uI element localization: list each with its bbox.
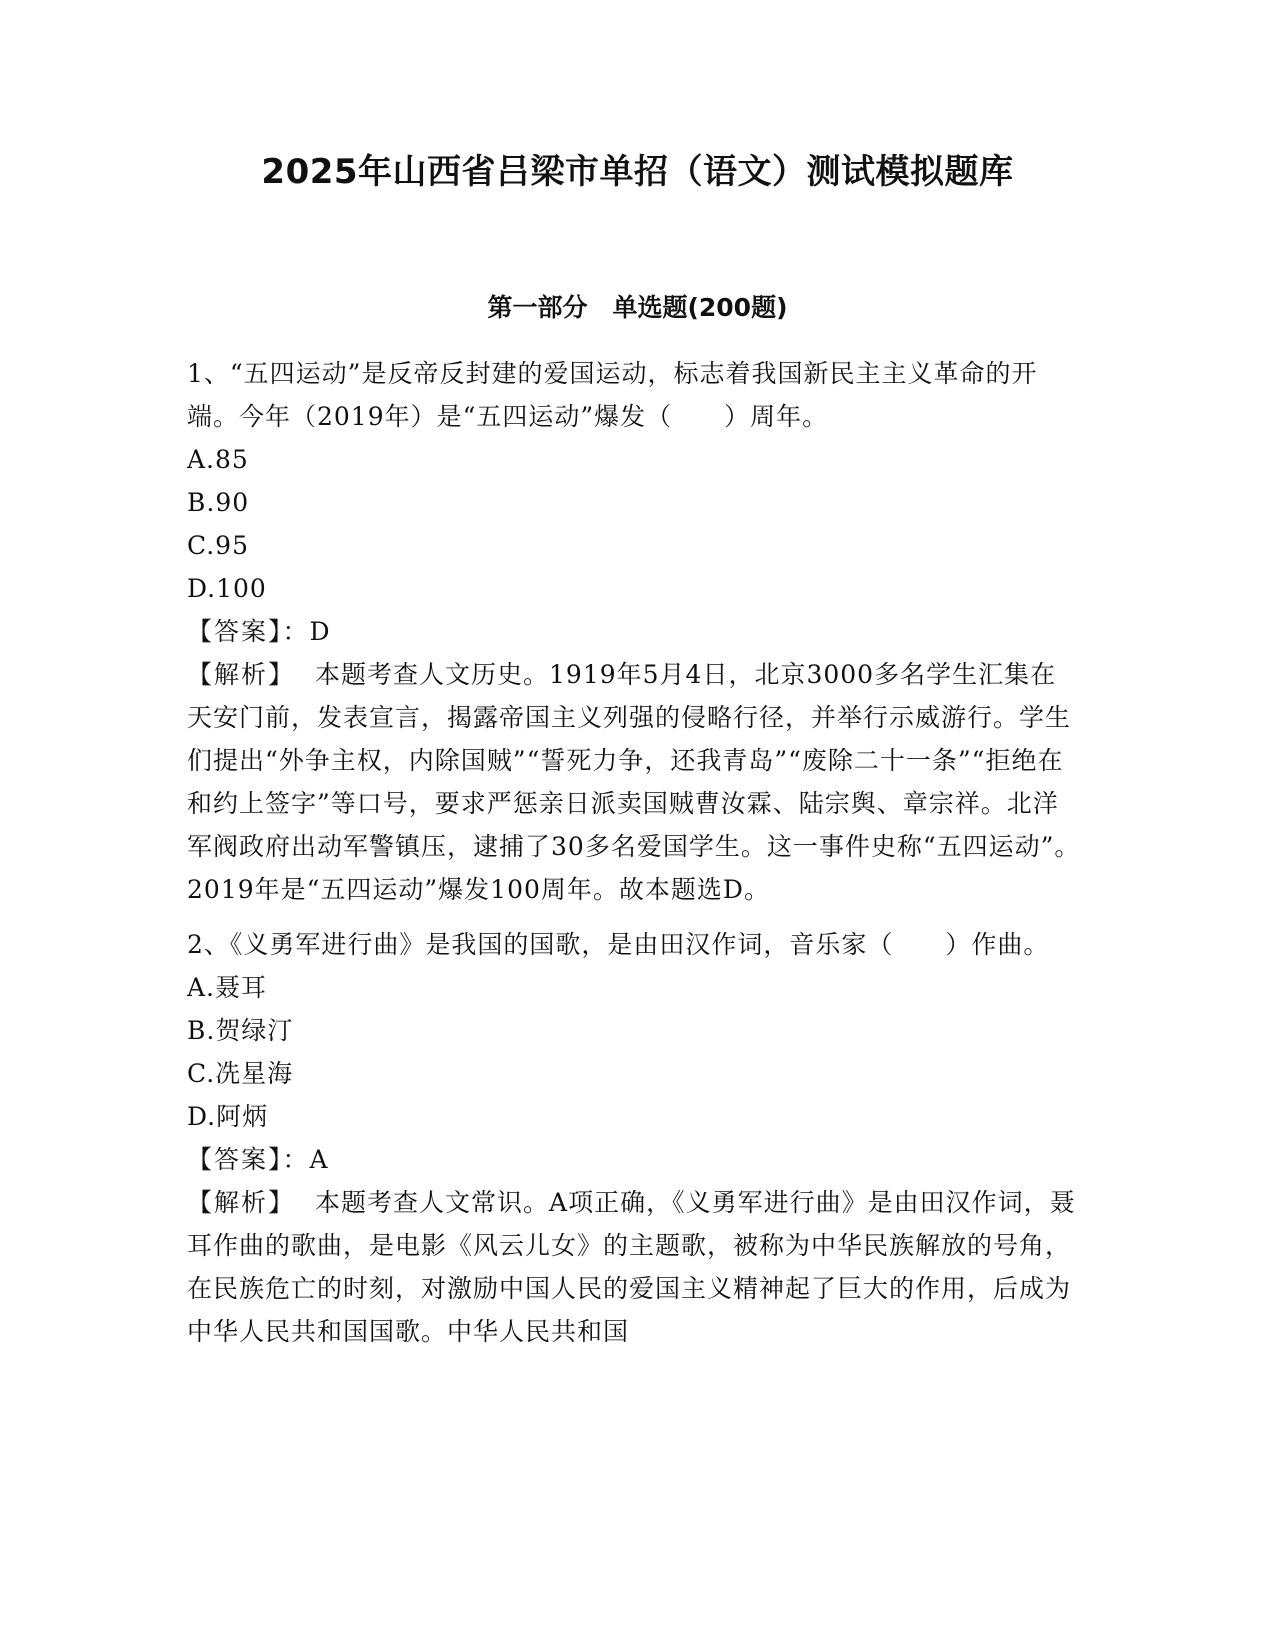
document-title: 2025年山西省吕梁市单招（语文）测试模拟题库 bbox=[261, 152, 1014, 192]
analysis-label: 【解析】 bbox=[187, 660, 296, 689]
question-option: C.冼星海 bbox=[187, 1059, 294, 1088]
answer-label: 【答案】： bbox=[187, 1145, 310, 1174]
question-option: A.85 bbox=[187, 445, 249, 474]
question-item bbox=[187, 352, 1082, 911]
analysis-label: 【解析】 bbox=[187, 1188, 296, 1217]
analysis-paragraph bbox=[187, 1181, 1082, 1353]
section-title: 第一部分 单选题(200题) bbox=[487, 293, 788, 322]
question-option: B.90 bbox=[187, 488, 250, 517]
analysis-text: 本题考查人文历史。1919年5月4日，北京3000多名学生汇集在天安门前，发表宣言，揭露帝国主义列强的侵略行径，并举行示威游行。学生们提出“外争主权，内除国贼”“誓死力争，还我青岛”“废除二十一条”“拒绝在和约上签字”等口号，要求严惩亲日派卖国贼曹汝霖、陆宗舆、章宗祥。北洋军阀政府出动军警镇压，逮捕了30多名爱国学生。这一事件史称“五四运动”。2019年是“五四运动”爆发100周年。故本题选D。 bbox=[187, 660, 1081, 904]
analysis-paragraph bbox=[187, 653, 1082, 911]
answer-label: 【答案】： bbox=[187, 617, 310, 646]
question-item bbox=[187, 923, 1082, 1353]
question-list bbox=[187, 352, 1082, 1365]
question-stem: 1、“五四运动”是反帝反封建的爱国运动，标志着我国新民主主义革命的开端。今年（2019年）是“五四运动”爆发（ ）周年。 bbox=[187, 359, 1038, 431]
answer-line bbox=[187, 610, 1082, 653]
question-stem: 2、《义勇军进行曲》是我国的国歌，是由田汉作词，音乐家（ ）作曲。 bbox=[187, 930, 1050, 959]
question-option: D.阿炳 bbox=[187, 1102, 269, 1131]
analysis-text: 本题考查人文常识。A项正确，《义勇军进行曲》是由田汉作词，聂耳作曲的歌曲，是电影《风云儿女》的主题歌，被称为中华民族解放的号角，在民族危亡的时刻，对激励中国人民的爱国主义精神起了巨大的作用，后成为中华人民共和国国歌。中华人民共和国 bbox=[187, 1188, 1076, 1346]
question-option: C.95 bbox=[187, 531, 249, 560]
question-option: B.贺绿汀 bbox=[187, 1016, 294, 1045]
answer-line bbox=[187, 1138, 1082, 1181]
answer-value: D bbox=[309, 617, 331, 646]
question-option: A.聂耳 bbox=[187, 973, 268, 1002]
question-option: D.100 bbox=[187, 574, 267, 603]
answer-value: A bbox=[309, 1145, 329, 1174]
